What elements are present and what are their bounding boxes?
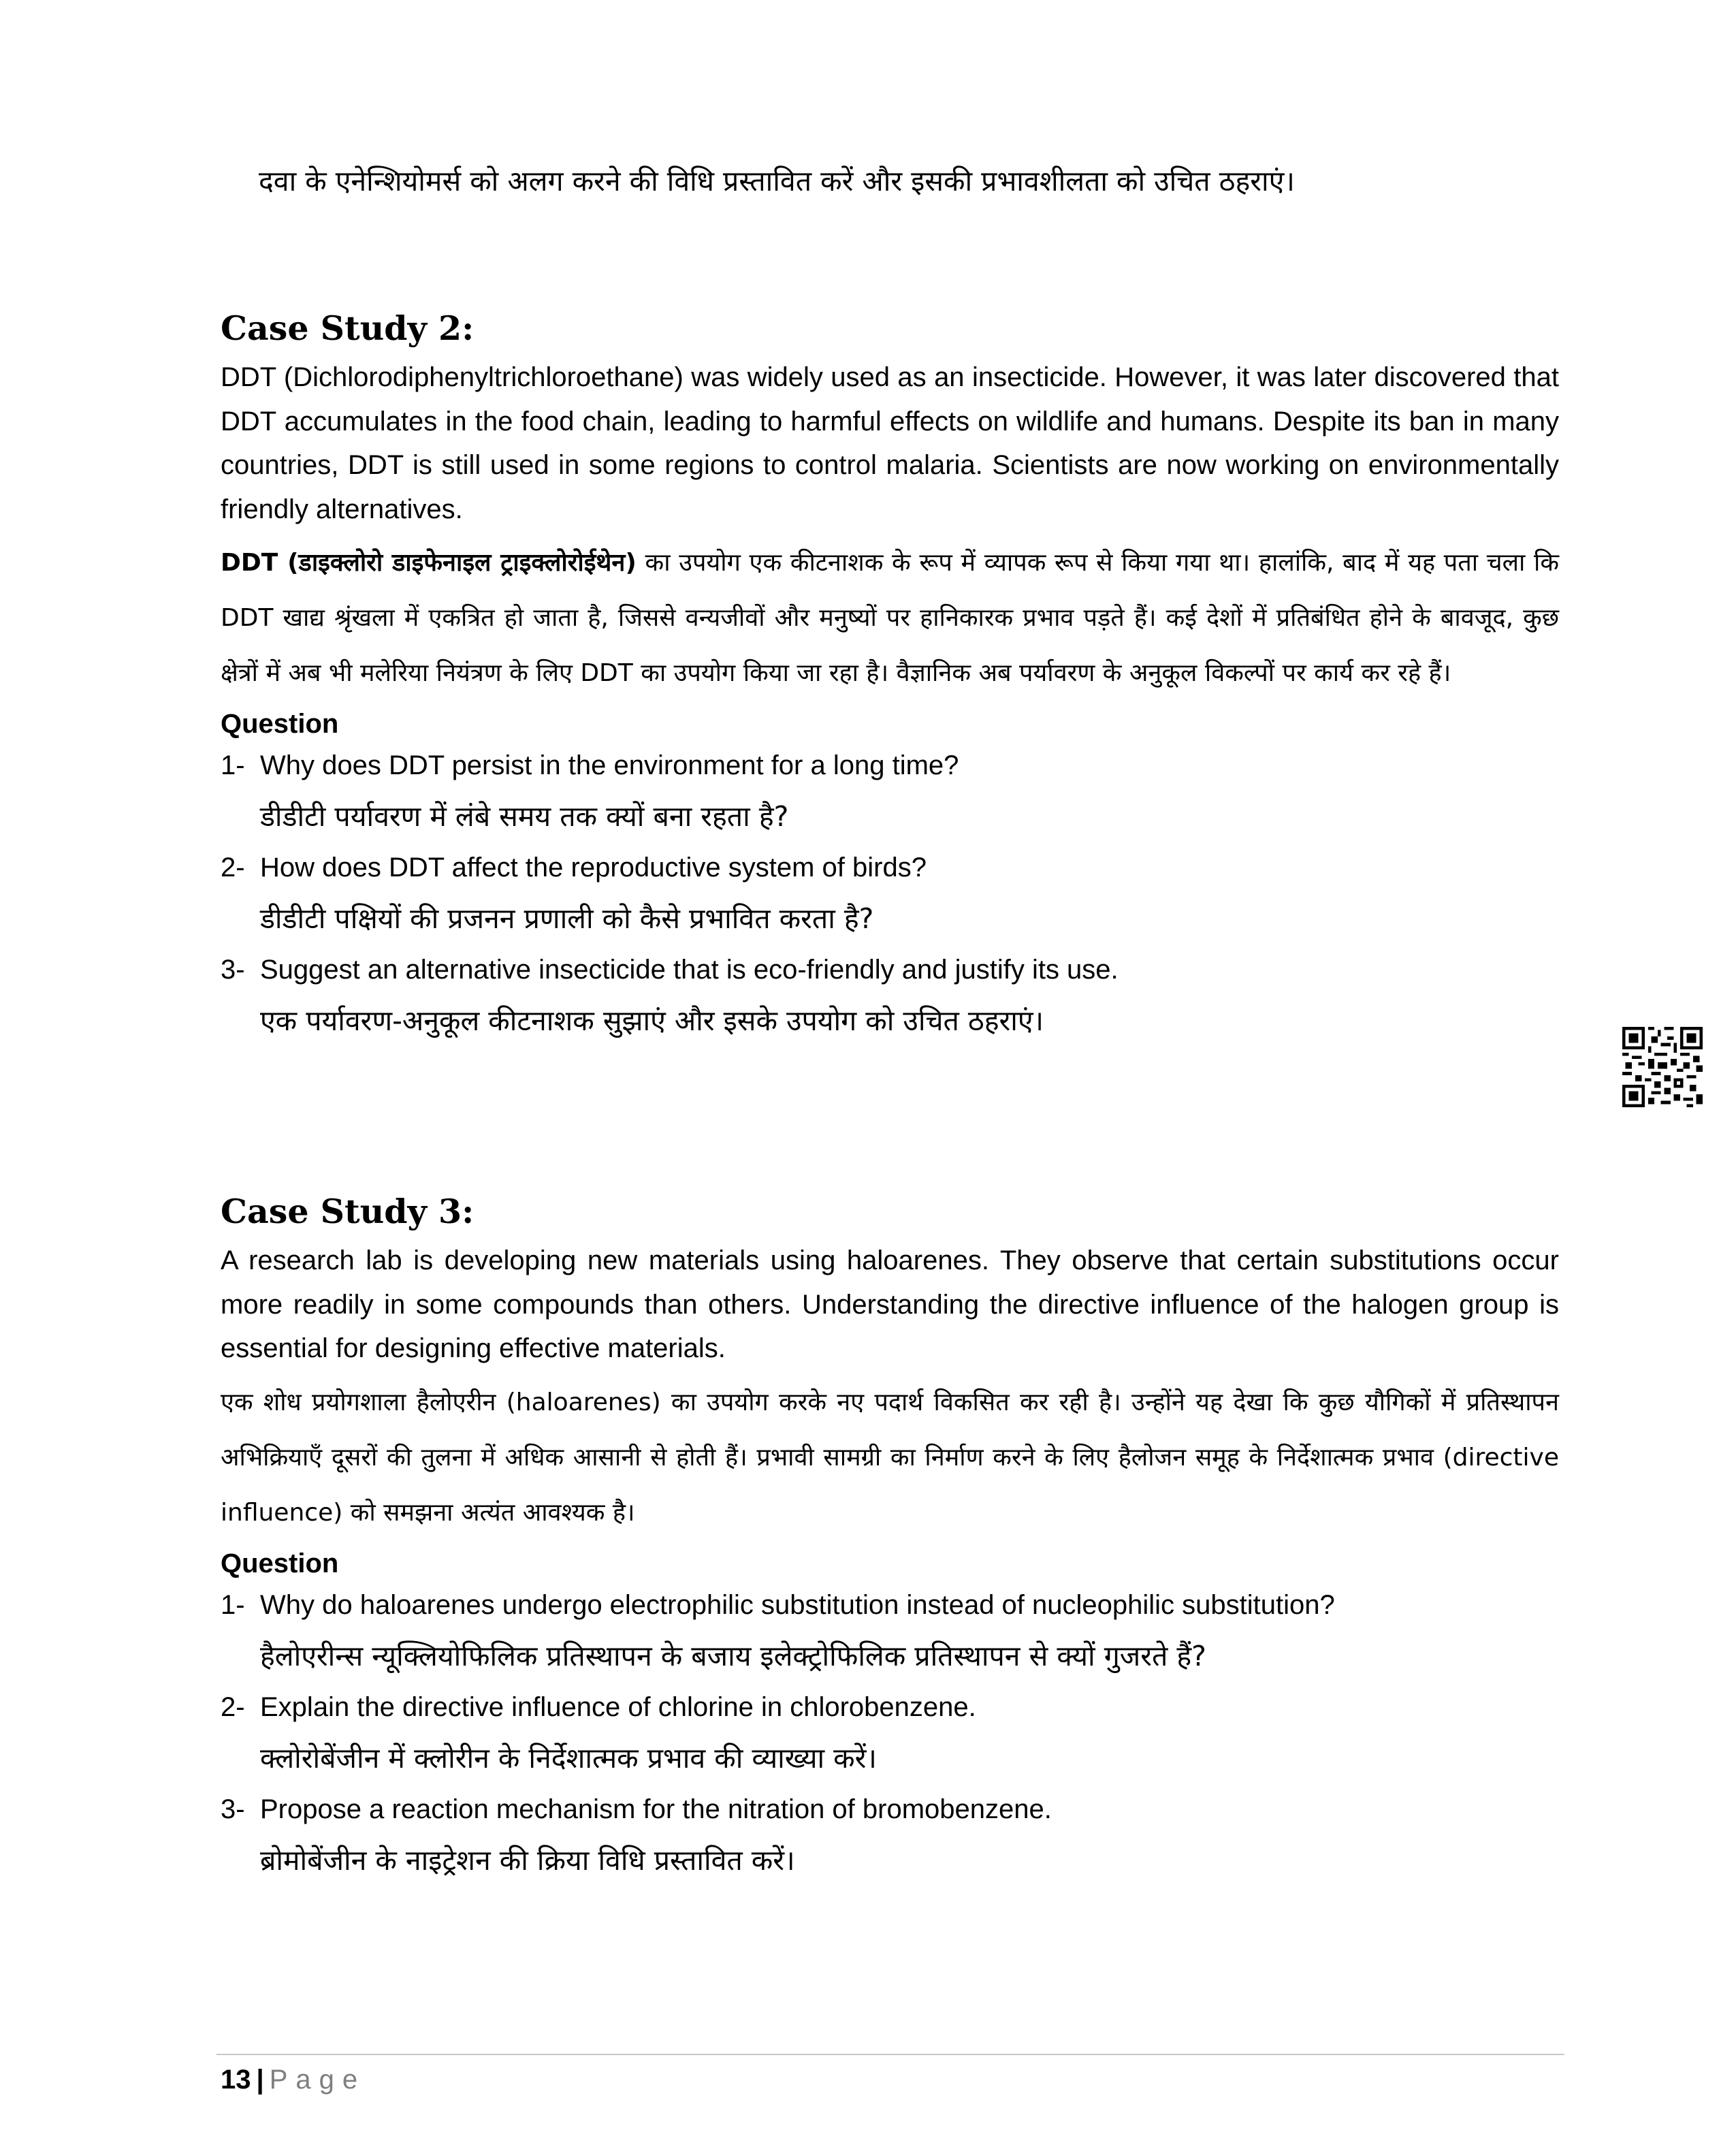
question-list [221,744,1559,1051]
case-study-2 [221,306,1559,1051]
question-number: 2- [221,853,245,883]
question-item [221,1584,1559,1686]
question-number: 3- [221,1794,245,1824]
case-study-3-title: Case Study 3: [221,1192,475,1231]
question-text-en: Suggest an alternative insecticide that is eco-friendly and justify its use. [260,955,1119,985]
question-text-hi: हैलोएरीन्स न्यूक्लियोफिलिक प्रतिस्थापन के बजाय इलेक्ट्रोफिलिक प्रतिस्थापन से क्यों गुजरते हैं? [260,1639,1206,1672]
question-item [221,949,1559,1051]
question-text-hi: एक पर्यावरण-अनुकूल कीटनाशक सुझाएं और इसके उपयोग को उचित ठहराएं। [260,1004,1044,1037]
question-item [221,744,1559,846]
question-number: 3- [221,955,245,985]
question-heading: Question [221,709,339,739]
question-text-hi: डीडीटी पक्षियों की प्रजनन प्रणाली को कैसे प्रभावित करता है? [260,902,874,935]
case-study-3 [221,1190,1559,1890]
question-text-en: Why does DDT persist in the environment for a long time? [260,750,959,780]
qr-code-icon [1622,1027,1703,1107]
question-text-hi: ब्रोमोबेंजीन के नाइट्रेशन की क्रिया विधि प्रस्तावित करें। [260,1843,795,1877]
question-item [221,1686,1559,1788]
case-study-3-paragraph-hi: एक शोध प्रयोगशाला हैलोएरीन (haloarenes) का उपयोग करके नए पदार्थ विकसित कर रही है। उन्होंने यह देखा कि कुछ यौगिकों में प्रतिस्थापन अभिक्रियाएँ दूसरों की तुलना में अधिक आसानी से होती हैं। प्रभावी सामग्री का निर्माण करने के लिए हैलोजन समूह के निर्देशात्मक प्रभाव (directive influence) को समझना अत्यंत आवश्यक है। [221,1388,1559,1527]
page-label: Page [269,2065,366,2095]
page-footer [221,2061,366,2099]
page-number: 13 [221,2065,251,2095]
footer-separator: | [256,2065,264,2095]
question-text-en: Propose a reaction mechanism for the nitration of bromobenzene. [260,1794,1052,1824]
question-text-hi: डीडीटी पर्यावरण में लंबे समय तक क्यों बना रहता है? [260,800,789,833]
question-number: 1- [221,750,245,780]
question-item [221,1788,1559,1890]
question-list [221,1584,1559,1890]
footer-divider [216,2054,1564,2055]
question-item [221,846,1559,949]
case-study-2-title: Case Study 2: [221,308,475,348]
case-study-2-paragraph-hi-rest: का उपयोग एक कीटनाशक के रूप में व्यापक रूप से किया गया था। हालांकि, बाद में यह पता चला कि DDT खाद्य श्रृंखला में एकत्रित हो जाता है, जिससे वन्यजीवों और मनुष्यों पर हानिकारक प्रभाव पड़ते हैं। कई देशों में प्रतिबंधित होने के बावजूद, कुछ क्षेत्रों में अब भी मलेरिया नियंत्रण के लिए DDT का उपयोग किया जा रहा है। वैज्ञानिक अब पर्यावरण के अनुकूल विकल्पों पर कार्य कर रहे हैं। [221,549,1559,687]
question-number: 1- [221,1589,245,1620]
question-text-en: Explain the directive influence of chlorine in chlorobenzene. [260,1691,976,1722]
continuation-line: दवा के एनेन्शियोमर्स को अलग करने की विधि प्रस्तावित करें और इसकी प्रभावशीलता को उचित ठहराएं। [259,165,1295,197]
case-study-2-paragraph-en: DDT (Dichlorodiphenyltrichloroethane) was widely used as an insecticide. However, it was later discovered that DDT accumulates in the food chain, leading to harmful effects on wildlife and humans. Despite its ban in many countries, DDT is still used in some regions to control malaria. Scientists are now working on environmentally friendly alternatives. [221,362,1559,524]
question-text-en: How does DDT affect the reproductive system of birds? [260,853,927,883]
case-study-3-paragraph-en: A research lab is developing new materials using haloarenes. They observe that certain substitutions occur more readily in some compounds than others. Understanding the directive influence of the halogen group is essential for designing effective materials. [221,1245,1559,1363]
question-heading: Question [221,1548,339,1578]
ddt-hindi-name: DDT (डाइक्लोरो डाइफेनाइल ट्राइक्लोरोईथेन) [221,549,637,577]
question-text-en: Why do haloarenes undergo electrophilic substitution instead of nucleophilic substitution? [260,1589,1335,1620]
question-number: 2- [221,1691,245,1722]
question-text-hi: क्लोरोबेंजीन में क्लोरीन के निर्देशात्मक प्रभाव की व्याख्या करें। [260,1741,877,1775]
case-study-2-paragraph-hi [221,535,1559,701]
